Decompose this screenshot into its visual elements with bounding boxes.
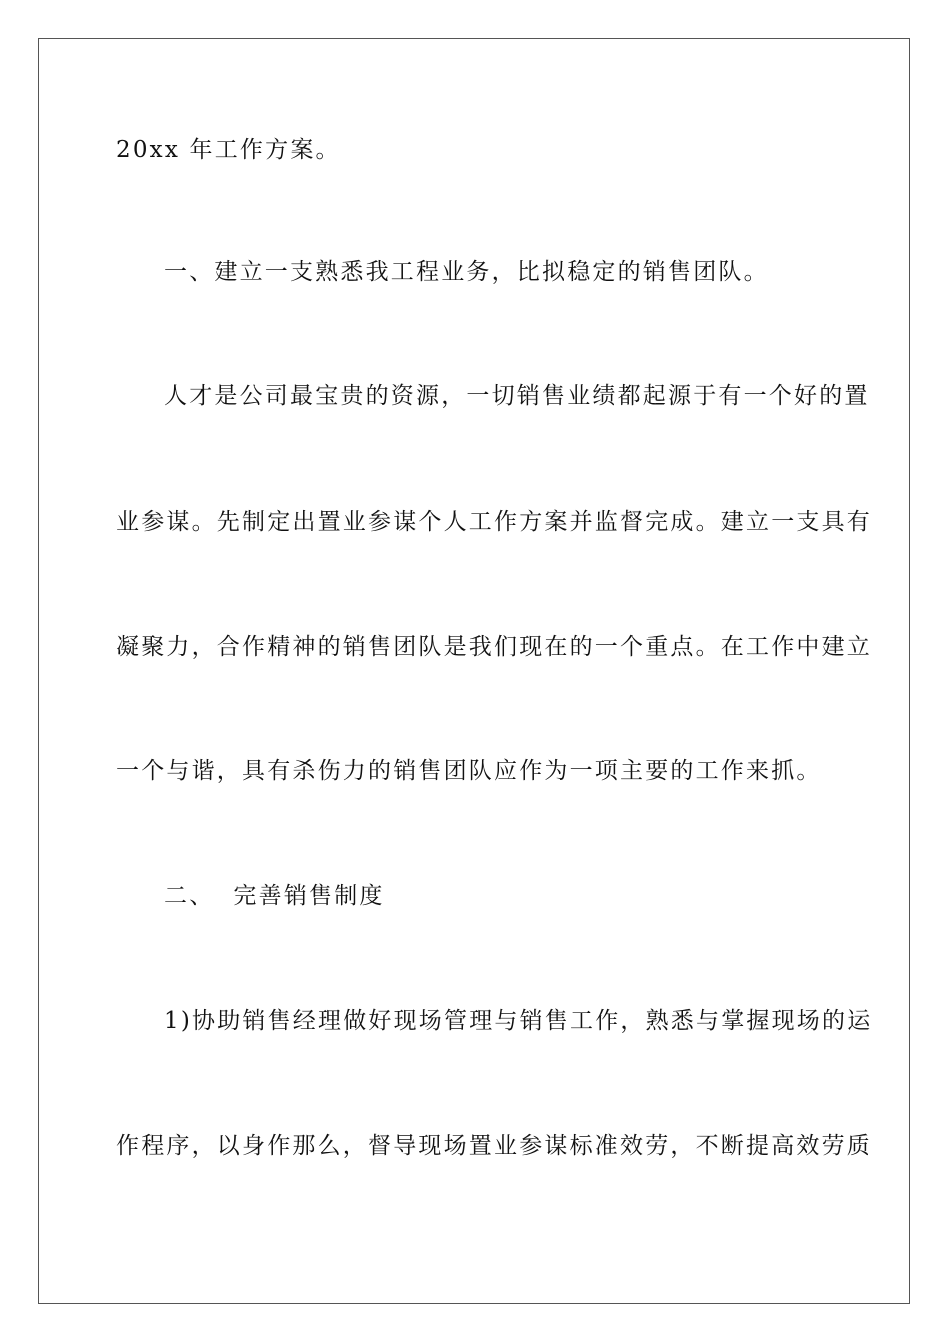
paragraph-line-3: 凝聚力，合作精神的销售团队是我们现在的一个重点。在工作中建立 — [116, 634, 872, 660]
paragraph-line-6: 作程序，以身作那么，督导现场置业参谋标准效劳，不断提高效劳质 — [116, 1133, 872, 1159]
paragraph-line-1: 人才是公司最宝贵的资源，一切销售业绩都起源于有一个好的置 — [164, 383, 870, 409]
paragraph-line-4: 一个与谐，具有杀伤力的销售团队应作为一项主要的工作来抓。 — [116, 758, 822, 784]
text-line-1: 20xx 年工作方案。 — [116, 137, 341, 163]
section-heading-2: 二、 完善销售制度 — [164, 883, 385, 909]
section-heading-1: 一、建立一支熟悉我工程业务，比拟稳定的销售团队。 — [164, 259, 769, 285]
paragraph-line-5: 1)协助销售经理做好现场管理与销售工作，熟悉与掌握现场的运 — [164, 1008, 873, 1034]
paragraph-line-2: 业参谋。先制定出置业参谋个人工作方案并监督完成。建立一支具有 — [116, 509, 872, 535]
page-border — [38, 38, 910, 1304]
